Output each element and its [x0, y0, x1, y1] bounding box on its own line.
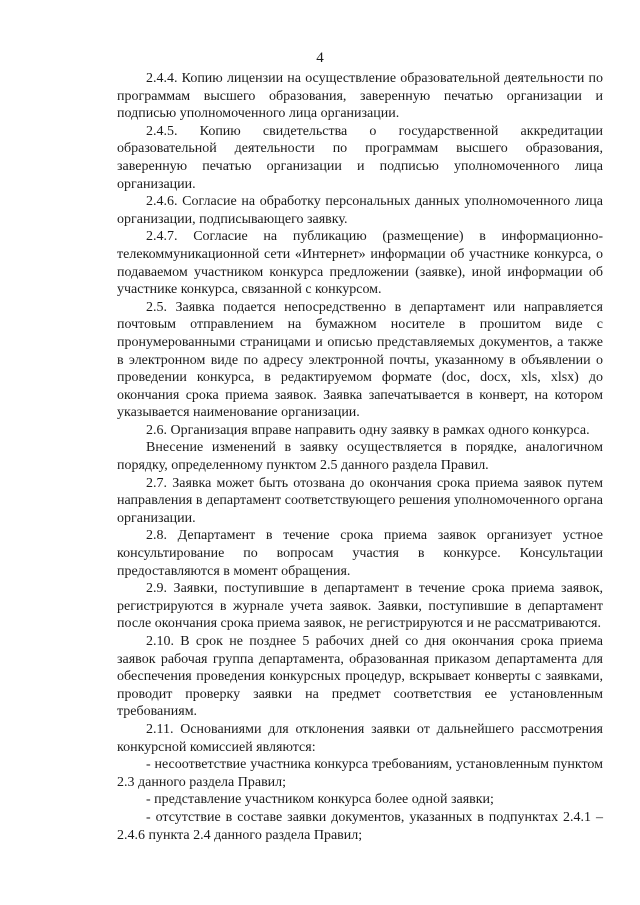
paragraph-2-4-7: 2.4.7. Согласие на публикацию (размещение) в информационно-телекоммуникационной сети «Интернет» информации об участнике конкурса, о подаваемом участником конкурса предложении (заявке), иной информации об участнике конкурса, связанной с конкурсом.: [117, 229, 603, 298]
paragraph-2-5: 2.5. Заявка подается непосредственно в департамент или направляется почтовым отправлением на бумажном носителе в прошитом виде с пронумерованными страницами и описью представляемых документов, а также в электронном виде по адресу электронной почты, указанному в объявлении о проведении конкурса, в редактируемом формате (doc, docx, xls, xlsx) до окончания срока приема заявок. Заявка запечатывается в конверт, на котором указывается наименование организации.: [117, 299, 603, 421]
list-item-missing-documents: - отсутствие в составе заявки документов, указанных в подпунктах 2.4.1 – 2.4.6 пункта 2.4 данного раздела Правил;: [117, 809, 603, 843]
paragraph-2-9: 2.9. Заявки, поступившие в департамент в течение срока приема заявок, регистрируются в журнале учета заявок. Заявки, поступившие в департамент после окончания срока приема заявок, не регистрируются и не рассматриваются.: [117, 581, 603, 632]
page-number: 4: [316, 50, 324, 66]
document-body: [117, 70, 603, 844]
paragraph-2-4-6: 2.4.6. Согласие на обработку персональных данных уполномоченного лица организации, подписывающего заявку.: [117, 194, 603, 227]
paragraph-2-10: 2.10. В срок не позднее 5 рабочих дней со дня окончания срока приема заявок рабочая группа департамента, образованная приказом департамента для обеспечения проведения конкурсных процедур, вскрывает конверты с заявками, проводит проверку заявки на предмет соответствия ее установленным требованиям.: [117, 634, 603, 720]
paragraph-amendments: Внесение изменений в заявку осуществляется в порядке, аналогичном порядку, определенному пунктом 2.5 данного раздела Правил.: [117, 440, 603, 474]
list-item-multiple-applications: - представление участником конкурса более одной заявки;: [146, 792, 494, 808]
paragraph-2-7: 2.7. Заявка может быть отозвана до окончания срока приема заявок путем направления в департамент соответствующего решения уполномоченного органа организации.: [117, 475, 603, 526]
paragraph-2-6: 2.6. Организация вправе направить одну заявку в рамках одного конкурса.: [146, 422, 590, 438]
paragraph-2-4-5: 2.4.5. Копию свидетельства о государственной аккредитации образовательной деятельности по программам высшего образования, заверенную печатью организации и подписью уполномоченного лица организации.: [117, 123, 603, 192]
list-item-requirements: - несоответствие участника конкурса требованиям, установленным пунктом 2.3 данного раздела Правил;: [117, 757, 603, 790]
paragraph-2-8: 2.8. Департамент в течение срока приема заявок организует устное консультирование по вопросам участия в конкурсе. Консультации предоставляются в момент обращения.: [117, 528, 603, 579]
paragraph-2-4-4: 2.4.4. Копию лицензии на осуществление образовательной деятельности по программам высшего образования, заверенную печатью организации и подписью уполномоченного лица организации.: [117, 71, 603, 122]
paragraph-2-11: 2.11. Основаниями для отклонения заявки от дальнейшего рассмотрения конкурсной комиссией являются:: [117, 721, 603, 755]
